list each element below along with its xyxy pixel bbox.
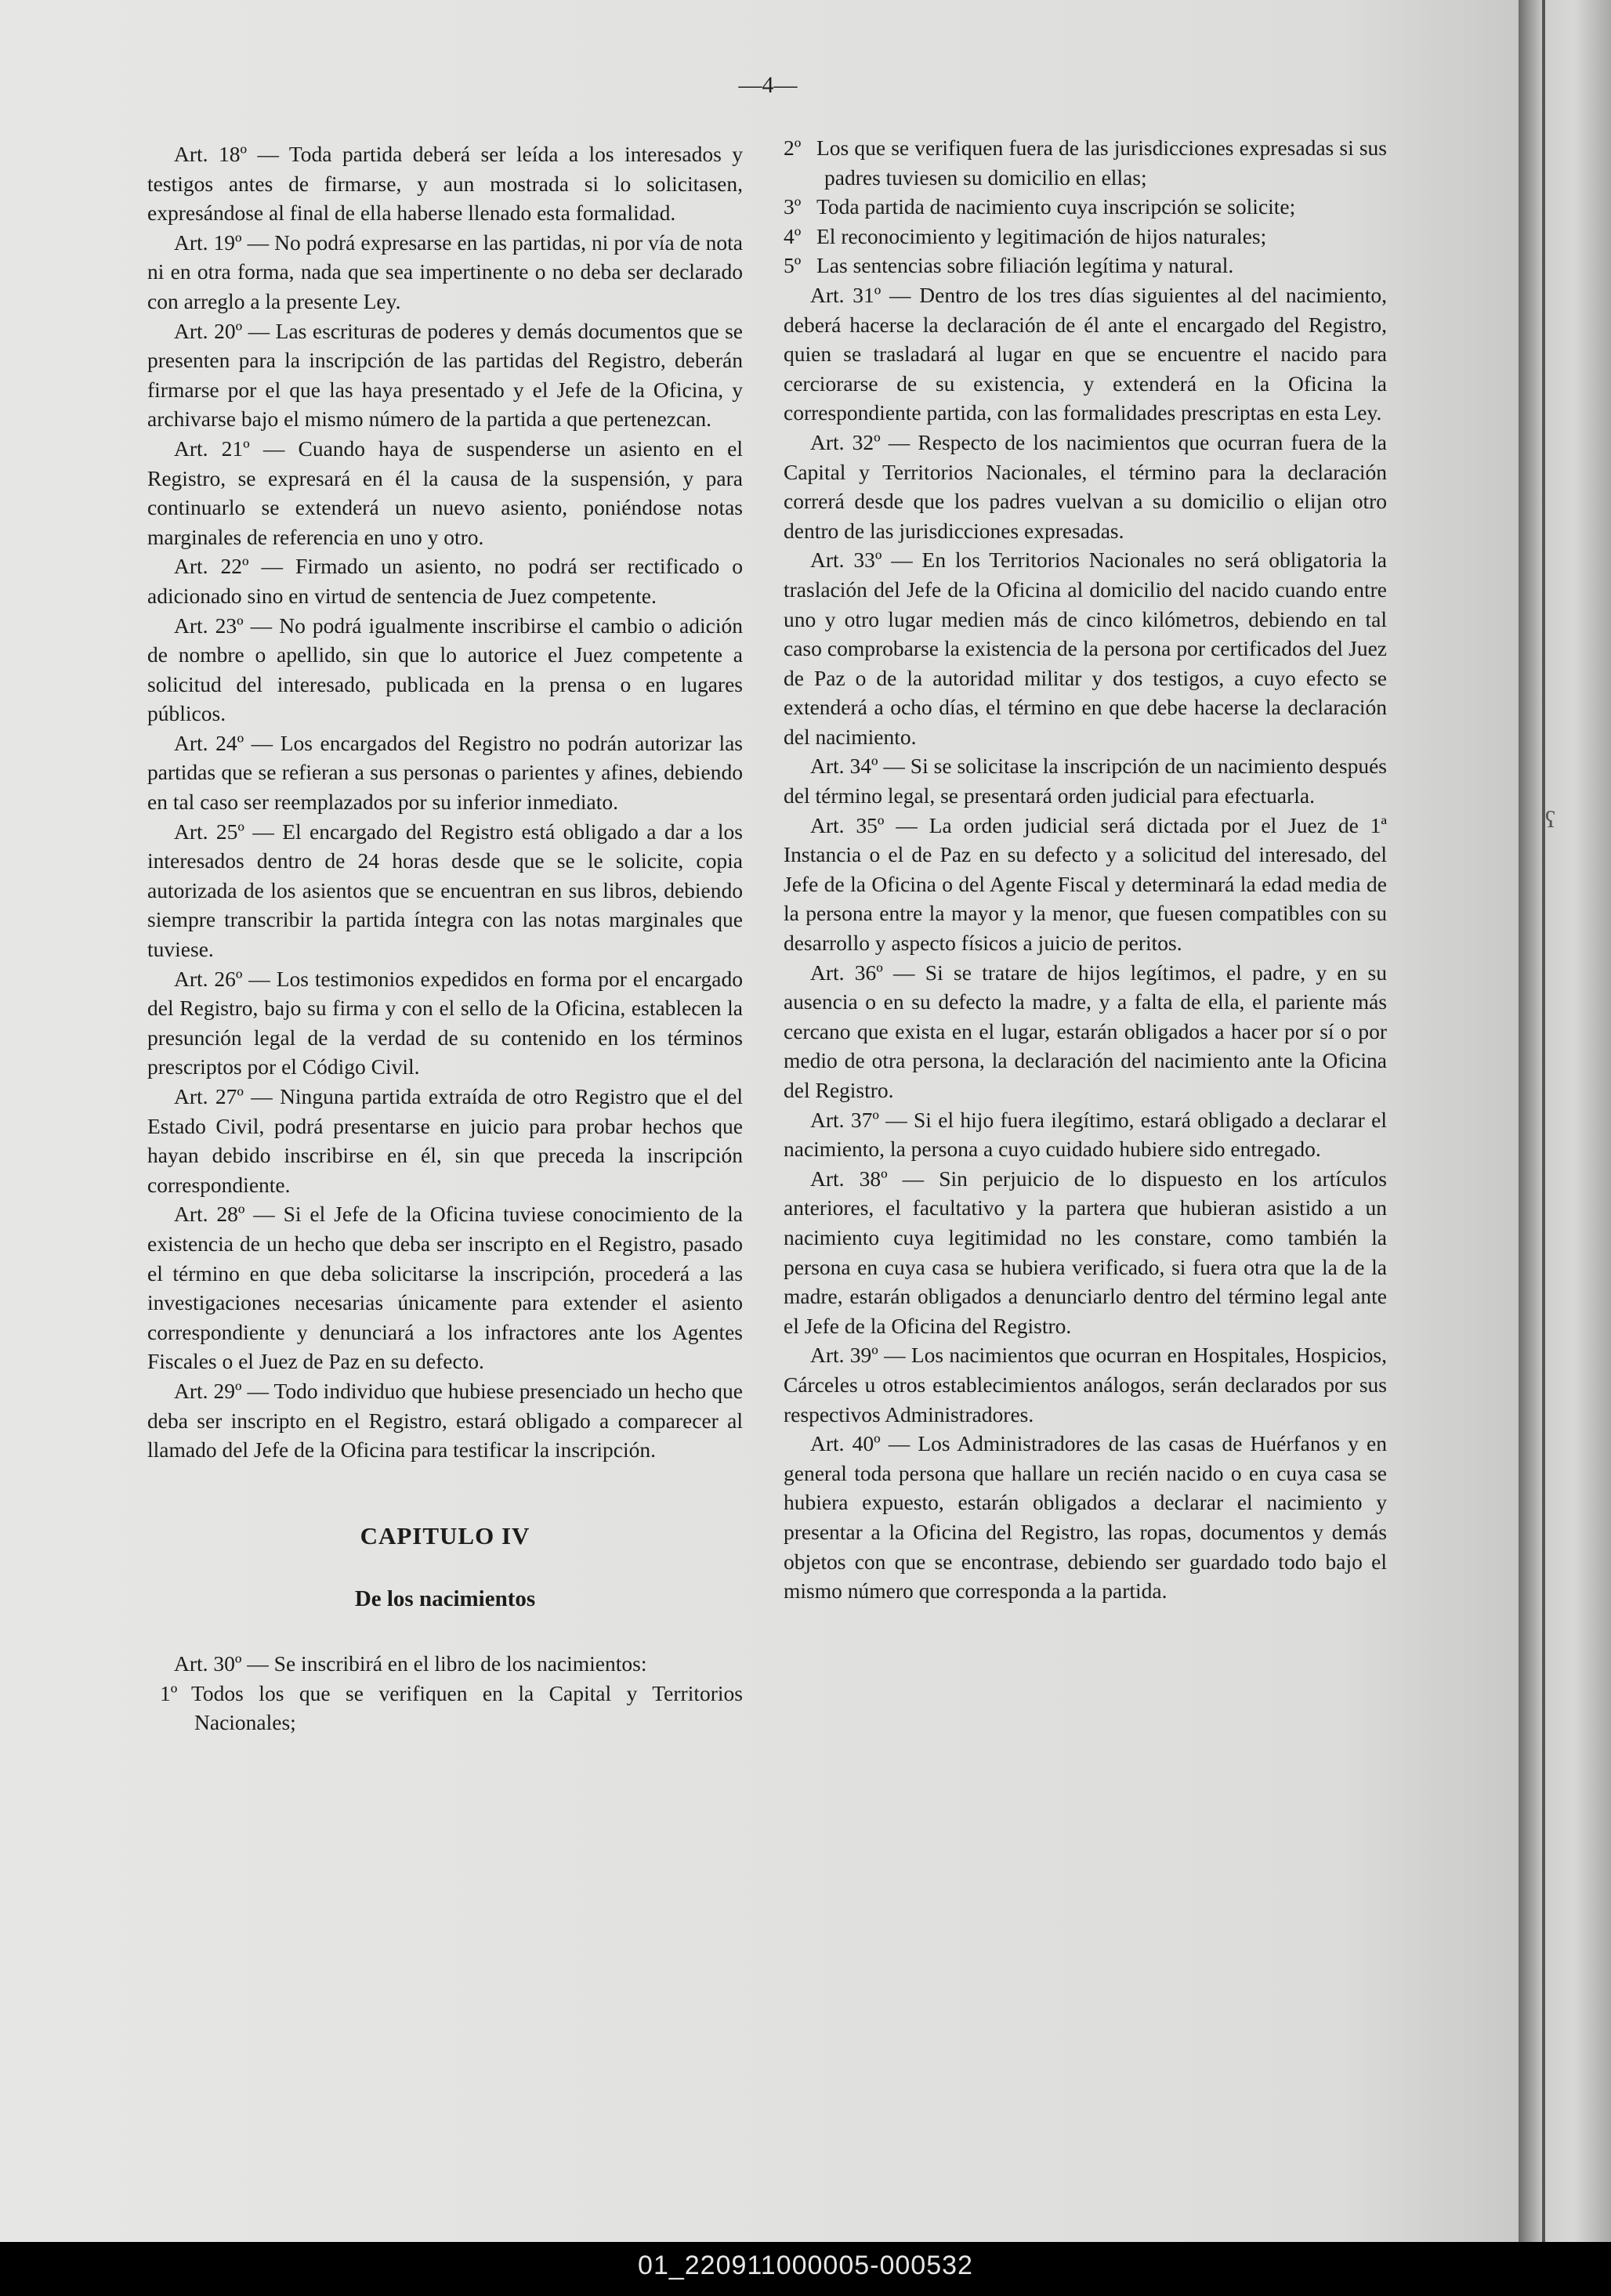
article-38: Art. 38º — Sin perjuicio de lo dispuesto en los artículos anteriores, el facultativo y la partera que hubieran asistido a un nacimiento cuya legitimidad no les constare, como también la persona en cuya casa se hubiera verificado, si fuera otra que la de la madre, estarán obligados a denunciarlo dentro del término legal ante el Jefe de la Oficina del Registro. xyxy=(784,1166,1387,1338)
article-30-item-1 xyxy=(147,1679,743,1737)
right-column xyxy=(784,133,1387,1606)
item-number: 4º xyxy=(784,223,802,248)
article-31: Art. 31º — Dentro de los tres días siguientes al del nacimiento, deberá hacerse la declaración de él ante el encargado del Registro, quien se trasladará al lugar en que se encuentre el nacido para cerciorarse de su existencia, y extenderá en la Oficina la correspondiente partida, con las formalidades prescriptas en esta Ley. xyxy=(784,282,1387,425)
item-number: 3º xyxy=(784,194,802,219)
article-40: Art. 40º — Los Administradores de las casas de Huérfanos y en general toda persona que hallare un recién nacido o en cuya casa se hubiera expuesto, estarán obligados a declarar el nacimiento y presentar a la Oficina del Registro, las ropas, documentos y demás objetos con que se encontrase, debiendo ser guardado todo bajo el mismo número que corresponda a la partida. xyxy=(784,1431,1387,1604)
article-20: Art. 20º — Las escrituras de poderes y demás documentos que se presenten para la inscripción de las partidas del Registro, deberán firmarse por el que las haya presentado y el Jefe de la Oficina, y archivarse bajo el mismo número de la partida a que pertenezcan. xyxy=(147,318,743,432)
item-number: 1º xyxy=(160,1680,178,1705)
item-text: Los que se verifiquen fuera de las jurisdicciones expresadas si sus padres tuviesen su domicilio en ellas; xyxy=(816,136,1387,190)
article-24: Art. 24º — Los encargados del Registro no podrán autorizar las partidas que se refieran a sus personas o parientes y afines, debiendo en tal caso ser reemplazados por su inferior inmediato. xyxy=(147,730,743,815)
article-34: Art. 34º — Si se solicitase la inscripción de un nacimiento después del término legal, se presentará orden judicial para efectuarla. xyxy=(784,754,1387,808)
item-text: Toda partida de nacimiento cuya inscripción se solicite; xyxy=(816,194,1296,219)
item-text: El reconocimiento y legitimación de hijos naturales; xyxy=(816,223,1267,248)
article-30-list xyxy=(147,1679,743,1737)
article-28: Art. 28º — Si el Jefe de la Oficina tuviese conocimiento de la existencia de un hecho que deba ser inscripto en el Registro, pasado el término en que deba solicitarse la inscripción, procederá a las investigaciones necesarias únicamente para extender el asiento correspondiente y denunciará a los infractores ante los Agentes Fiscales o el Juez de Paz en su defecto. xyxy=(147,1202,743,1374)
article-30-item-5 xyxy=(784,251,1387,280)
article-32: Art. 32º — Respecto de los nacimientos que ocurran fuera de la Capital y Territorios Nacionales, el término para la declaración correrá desde que los padres vuelvan a su domicilio o elijan otro dentro de las jurisdicciones expresadas. xyxy=(784,429,1387,543)
article-36: Art. 36º — Si se tratare de hijos legítimos, el padre, y en su ausencia o en su defecto la madre, y a falta de ella, el pariente más cercano que exista en el lugar, estarán obligados a hacer por sí o por medio de otra persona, la declaración del nacimiento ante la Oficina del Registro. xyxy=(784,960,1387,1102)
margin-mark: ʕ xyxy=(1545,807,1556,833)
page-edge-line xyxy=(1542,0,1545,2242)
article-30-item-4 xyxy=(784,222,1387,251)
article-29: Art. 29º — Todo individuo que hubiese presenciado un hecho que deba ser inscripto en el Registro, estará obligado a comparecer al llamado del Jefe de la Oficina para testificar la inscripción. xyxy=(147,1378,743,1463)
article-30-intro: Art. 30º — Se inscribirá en el libro de los nacimientos: xyxy=(174,1651,647,1676)
article-18: Art. 18º — Toda partida deberá ser leída a los interesados y testigos antes de firmarse, y aun mostrada si lo solicitasen, expresándose al final de ella haberse llenado esta formalidad. xyxy=(147,142,743,226)
article-30-item-2 xyxy=(784,133,1387,192)
item-text: Las sentencias sobre filiación legítima y natural. xyxy=(816,253,1234,278)
scan-identifier: 01_220911000005-000532 xyxy=(638,2251,973,2280)
article-23: Art. 23º — No podrá igualmente inscribirse el cambio o adición de nombre o apellido, sin que lo autorice el Juez competente a solicitud del interesado, publicada en la prensa o en lugares públicos. xyxy=(147,613,743,726)
chapter-subtitle: De los nacimientos xyxy=(354,1586,536,1612)
article-39: Art. 39º — Los nacimientos que ocurran en Hospitales, Hospicios, Cárceles u otros establecimientos análogos, serán declarados por sus respectivos Administradores. xyxy=(784,1343,1387,1426)
article-26: Art. 26º — Los testimonios expedidos en forma por el encargado del Registro, bajo su firma y con el sello de la Oficina, establecen la presunción legal de la verdad de su contenido en los términos prescriptos por el Código Civil. xyxy=(147,966,743,1079)
article-21: Art. 21º — Cuando haya de suspenderse un asiento en el Registro, se expresará en él la causa de la suspensión, y para continuarlo se extenderá un nuevo asiento, poniéndose notas marginales de referencia en uno y otro. xyxy=(147,436,743,549)
item-number: 5º xyxy=(784,253,802,278)
article-25: Art. 25º — El encargado del Registro está obligado a dar a los interesados dentro de 24 horas desde que se le solicite, copia autorizada de los asientos que se encuentran en sus libros, debiendo siempre transcribir la partida íntegra con las notas marginales que tuviese. xyxy=(147,819,743,962)
article-37: Art. 37º — Si el hijo fuera ilegítimo, estará obligado a declarar el nacimiento, la persona a cuyo cuidado hubiere sido entregado. xyxy=(784,1107,1387,1162)
article-22: Art. 22º — Firmado un asiento, no podrá ser rectificado o adicionado sino en virtud de sentencia de Juez competente. xyxy=(147,554,743,608)
article-19: Art. 19º — No podrá expresarse en las partidas, ni por vía de nota ni en otra forma, nada que sea impertinente o no deba ser declarado con arreglo a la presente Ley. xyxy=(147,230,743,313)
page-number: —4— xyxy=(738,72,798,98)
article-35: Art. 35º — La orden judicial será dictada por el Juez de 1ª Instancia o el de Paz en su defecto y a solicitud del interesado, del Jefe de la Oficina o del Agente Fiscal y determinará la edad media de la persona entre la mayor y la menor, que fuesen compatibles con su desarrollo y aspecto físicos a juicio de peritos. xyxy=(784,812,1387,956)
article-30-item-3 xyxy=(784,192,1387,222)
article-27: Art. 27º — Ninguna partida extraída de otro Registro que el del Estado Civil, podrá presentarse en juicio para probar hechos que hayan debido inscribirse en él, sin que preceda la inscripción correspondiente. xyxy=(147,1084,743,1197)
chapter-title: CAPITULO IV xyxy=(360,1521,530,1549)
left-column xyxy=(147,139,743,1737)
item-number: 2º xyxy=(784,136,802,160)
item-text: Todos los que se verifiquen en la Capital y Territorios Nacionales; xyxy=(191,1680,743,1735)
article-33: Art. 33º — En los Territorios Nacionales no será obligatoria la traslación del Jefe de la Oficina al domicilio del nacido cuando entre uno y otro lugar medien más de cinco kilómetros, debiendo en tal caso comprobarse la existencia de la persona por certificados del Juez de Paz o de la autoridad militar y dos testigos, a cuyo efecto se extenderá a ocho días, el término en que debe hacerse la declaración del nacimiento. xyxy=(784,548,1387,749)
page-edge-shadow xyxy=(1519,0,1611,2242)
